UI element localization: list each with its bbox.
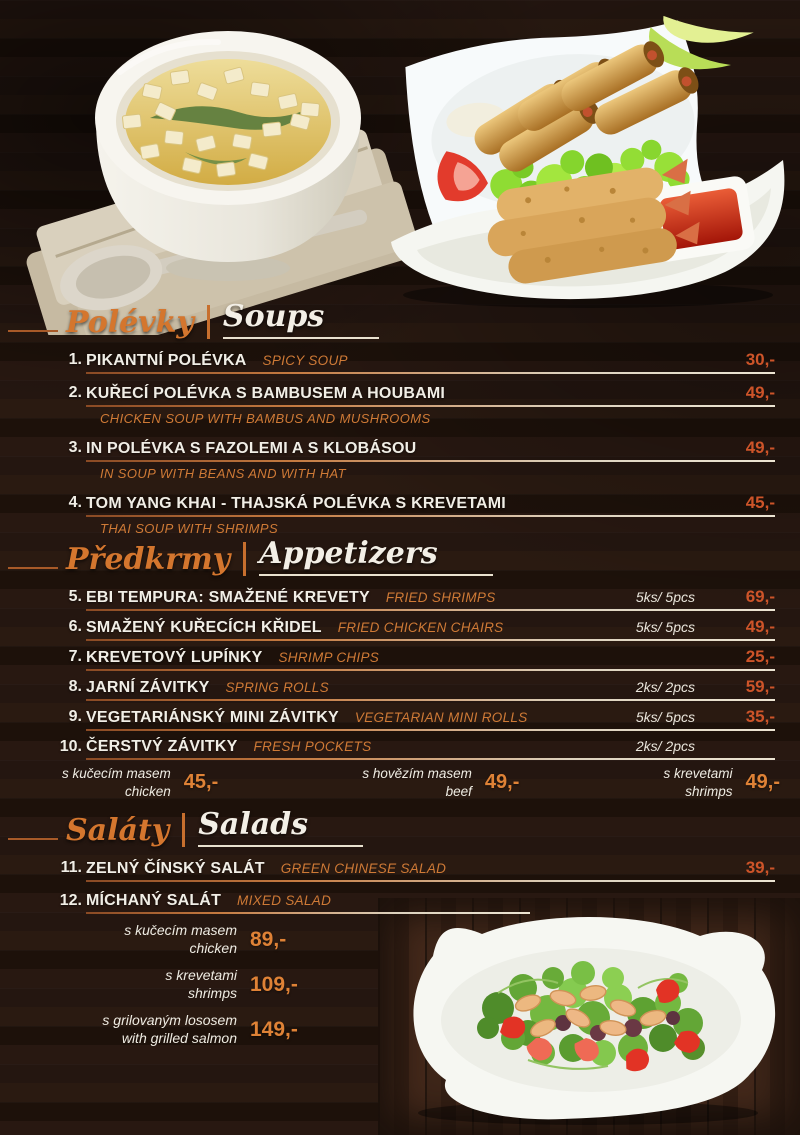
item-name: VEGETARIÁNSKÝ MINI ZÁVITKY [86,709,339,726]
menu-item-2 [60,382,775,404]
item-subtitle-en: THAI SOUP WITH SHRIMPS [100,521,279,536]
variant-shrimps [664,765,781,800]
heading-rule-left [8,567,58,569]
item-quantity: 2ks/ 2pcs [635,738,695,754]
variant-chicken [62,765,218,800]
menu-item-3 [60,437,775,459]
item-price: 35,- [745,707,775,726]
salads-title-en: Salads [198,808,363,847]
variant-label-cz: s kučecím masem [124,922,237,938]
variant-price: 45,- [183,771,219,794]
item-name: KREVETOVÝ LUPÍNKY [86,649,263,666]
soups-heading [8,300,800,339]
item-number: 10. [59,738,82,755]
item-name-en: MIXED SALAD [237,893,332,908]
item-number: 5. [68,588,82,605]
item-quantity: 2ks/ 2pcs [635,679,695,695]
item-price: 69,- [745,587,775,606]
item-name-en: FRIED SHRIMPS [385,590,496,605]
variant-price: 109,- [250,972,298,996]
variant-label-cz: s hovězím masem [362,766,472,781]
item-name-en: SPICY SOUP [262,353,348,368]
heading-divider [182,813,185,847]
heading-rule-left [8,330,58,332]
item-quantity: 5ks/ 5pcs [635,709,695,725]
item-name: KUŘECÍ POLÉVKA S BAMBUSEM A HOUBAMI [86,385,446,402]
variant-label-cz: s krevetami [663,766,733,781]
menu-item-8 [60,676,775,698]
item-name-en: SPRING ROLLS [225,680,329,695]
item-name: IN POLÉVKA S FAZOLEMI A S KLOBÁSOU [86,440,417,457]
variant-label-en: beef [445,783,472,799]
item-price: 49,- [745,617,775,636]
item-name: TOM YANG KHAI - THAJSKÁ POLÉVKA S KREVETAMI [86,495,506,512]
appetizers-title-en: Appetizers [259,537,492,576]
menu-item-12 [60,890,775,911]
item-name-en: FRIED CHICKEN CHAIRS [337,620,504,635]
item-number: 8. [68,678,82,695]
item-number: 9. [68,708,82,725]
menu-item-11 [60,857,775,879]
item-name: SMAŽENÝ KUŘECÍCH KŘIDEL [86,619,322,636]
item-name-en: FRESH POCKETS [253,739,372,754]
item-quantity: 5ks/ 5pcs [635,619,695,635]
salad-variants [60,922,328,1047]
variant-label-en: with grilled salmon [121,1029,237,1046]
heading-rule-left [8,838,58,840]
menu-item-5 [60,586,775,608]
variant-price: 149,- [250,1017,298,1041]
item-price: 49,- [745,383,775,402]
appetizers-title-cz: Předkrmy [66,542,231,577]
variant-label-cz: s krevetami [165,966,237,983]
item-quantity: 5ks/ 5pcs [635,589,695,605]
item-name-en: GREEN CHINESE SALAD [280,861,447,876]
item-price: 25,- [745,647,775,666]
item-name: ZELNÝ ČÍNSKÝ SALÁT [86,860,265,877]
appetizers-heading [8,537,800,576]
variant-label-cz: s kučecím masem [62,766,171,781]
item-number: 12. [59,892,82,909]
item-price: 30,- [745,350,775,369]
menu-item-6 [60,616,775,638]
variant-price: 49,- [745,771,780,794]
item-name: EBI TEMPURA: SMAŽENÉ KREVETY [86,589,370,606]
variant-label-en: chicken [189,939,237,956]
section-appetizers [0,537,800,800]
item-number: 6. [68,618,82,635]
variant-grilled-salmon [60,1012,328,1048]
soups-title-en: Soups [223,300,379,339]
appetizer-plates-illustration [383,12,800,312]
item-number: 3. [68,439,82,456]
menu-item-1 [60,349,775,371]
appetizer-variants [62,765,780,800]
item-name-en: VEGETARIAN MINI ROLLS [354,710,528,725]
menu-item-7 [60,646,775,668]
variant-label-en: shrimps [187,984,237,1001]
menu-item-9 [60,706,775,728]
variant-label-cz: s grilovaným lososem [102,1011,237,1028]
item-price: 39,- [745,858,775,877]
soups-title-cz: Polévky [66,305,194,340]
item-subtitle-en: CHICKEN SOUP WITH BAMBUS AND MUSHROOMS [100,411,431,426]
section-salads [0,808,800,1056]
item-number: 2. [68,384,82,401]
item-number: 1. [68,351,82,368]
salads-title-cz: Saláty [66,813,170,848]
menu-item-4 [60,492,775,514]
item-subtitle-en: IN SOUP WITH BEANS AND WITH HAT [100,466,346,481]
item-price: 45,- [745,493,775,512]
item-price: 59,- [745,677,775,696]
variant-label-en: chicken [125,783,171,799]
item-name: JARNÍ ZÁVITKY [86,679,210,696]
photo-appetizer-plates [383,12,800,312]
item-number: 4. [68,494,82,511]
salads-heading [8,808,800,847]
heading-divider [207,305,210,339]
variant-beef [362,765,519,800]
item-price: 49,- [745,438,775,457]
item-number: 7. [68,648,82,665]
variant-shrimps [60,967,328,1003]
heading-divider [243,542,246,576]
item-name: MÍCHANÝ SALÁT [86,892,222,909]
variant-label-en: shrimps [685,783,733,799]
variant-price: 49,- [484,771,520,794]
item-number: 11. [60,859,82,876]
menu-item-10 [60,736,775,757]
item-name: PIKANTNÍ POLÉVKA [86,352,247,369]
item-name-en: SHRIMP CHIPS [278,650,380,665]
section-soups [0,300,800,547]
variant-chicken [60,922,328,958]
item-name: ČERSTVÝ ZÁVITKY [86,738,238,755]
variant-price: 89,- [250,927,287,951]
